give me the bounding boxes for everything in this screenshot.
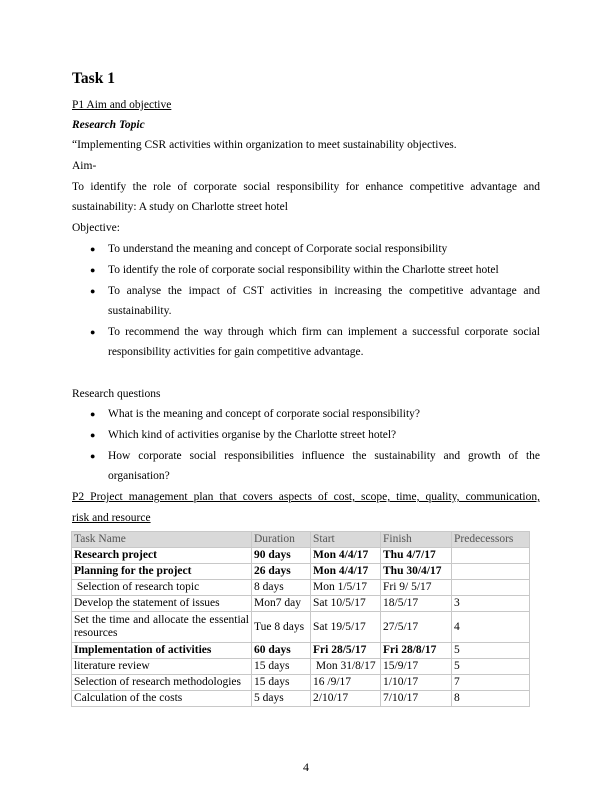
start-cell: 16 /9/17 [311,675,381,691]
header-predecessors: Predecessors [452,532,530,548]
bullet-icon: ● [90,327,96,337]
header-task-name: Task Name [72,532,252,548]
start-cell: Sat 10/5/17 [311,596,381,612]
start-cell: Sat 19/5/17 [311,612,381,643]
objective-item-4-line1: To recommend the way through which firm can implement a successful corporate social [108,326,540,338]
bullet-icon: ● [90,265,96,275]
task-name-cell: Set the time and allocate the essential resources [72,612,252,643]
task-name-cell: Implementation of activities [72,643,252,659]
finish-cell: Fri 9/ 5/17 [381,580,452,596]
start-cell: Mon 1/5/17 [311,580,381,596]
task-name-cell: literature review [72,659,252,675]
predecessors-cell: 4 [452,612,530,643]
bullet-icon: ● [90,286,96,296]
bullet-icon: ● [90,244,96,254]
task-name-cell: Planning for the project [72,564,252,580]
table-row [72,564,530,580]
table-row [72,596,530,612]
predecessors-cell [452,580,530,596]
objective-item-3-line1: To analyse the impact of CST activities in increasing the competitive advantage and [108,285,540,297]
task-name-cell: Selection of research methodologies [72,675,252,691]
task-name-cell: Selection of research topic [72,580,252,596]
header-start: Start [311,532,381,548]
duration-cell: 5 days [252,691,311,707]
objective-item-1: To understand the meaning and concept of Corporate social responsibility [108,243,448,255]
finish-cell: 18/5/17 [381,596,452,612]
question-item-3-line1: How corporate social responsibilities influence the sustainability and growth of the [108,450,540,462]
duration-cell: Mon7 day [252,596,311,612]
start-cell: 2/10/17 [311,691,381,707]
finish-cell: 15/9/17 [381,659,452,675]
table-header-row [72,532,530,548]
table-row [72,580,530,596]
header-finish: Finish [381,532,452,548]
predecessors-cell [452,564,530,580]
bullet-icon: ● [90,430,96,440]
duration-cell: 60 days [252,643,311,659]
finish-cell: 7/10/17 [381,691,452,707]
aim-label: Aim- [72,160,97,172]
objective-item-4-line2: responsibility activities for gain competitive advantage. [108,346,364,358]
duration-cell: Tue 8 days [252,612,311,643]
bullet-icon: ● [90,409,96,419]
page-number: 4 [303,760,309,774]
predecessors-cell: 5 [452,659,530,675]
question-item-2: Which kind of activities organise by the Charlotte street hotel? [108,429,397,441]
bullet-icon: ● [90,451,96,461]
section-aim-objective: P1 Aim and objective [72,99,172,111]
question-item-1: What is the meaning and concept of corporate social responsibility? [108,408,420,420]
research-topic-label: Research Topic [72,119,145,131]
table-row [72,612,530,643]
predecessors-cell [452,548,530,564]
task-name-cell: Develop the statement of issues [72,596,252,612]
duration-cell: 15 days [252,675,311,691]
project-plan-table [71,531,530,707]
aim-text-line1: To identify the role of corporate social responsibility for enhance competitive advantage and [72,181,540,193]
section-project-plan-line2: risk and resource [72,512,151,524]
duration-cell: 26 days [252,564,311,580]
predecessors-cell: 3 [452,596,530,612]
objective-item-2: To identify the role of corporate social responsibility within the Charlotte street hotel [108,264,499,276]
task-name-cell: Research project [72,548,252,564]
predecessors-cell: 8 [452,691,530,707]
duration-cell: 90 days [252,548,311,564]
table-row [72,548,530,564]
finish-cell: 27/5/17 [381,612,452,643]
table-row [72,659,530,675]
research-topic-text: “Implementing CSR activities within organization to meet sustainability objectives. [72,139,457,151]
finish-cell: 1/10/17 [381,675,452,691]
objective-label: Objective: [72,222,120,234]
start-cell: Mon 4/4/17 [311,564,381,580]
start-cell: Mon 4/4/17 [311,548,381,564]
question-item-3-line2: organisation? [108,470,170,482]
finish-cell: Thu 30/4/17 [381,564,452,580]
finish-cell: Fri 28/8/17 [381,643,452,659]
research-questions-label: Research questions [72,388,161,400]
start-cell: Mon 31/8/17 [311,659,381,675]
section-project-plan-line1: P2 Project management plan that covers aspects of cost, scope, time, quality, communication, [72,491,540,503]
aim-text-line2: sustainability: A study on Charlotte street hotel [72,201,288,213]
finish-cell: Thu 4/7/17 [381,548,452,564]
table-row [72,675,530,691]
table-row [72,643,530,659]
predecessors-cell: 5 [452,643,530,659]
start-cell: Fri 28/5/17 [311,643,381,659]
header-duration: Duration [252,532,311,548]
duration-cell: 15 days [252,659,311,675]
table-row [72,691,530,707]
predecessors-cell: 7 [452,675,530,691]
duration-cell: 8 days [252,580,311,596]
objective-item-3-line2: sustainability. [108,305,172,317]
task-heading: Task 1 [72,70,115,87]
task-name-cell: Calculation of the costs [72,691,252,707]
